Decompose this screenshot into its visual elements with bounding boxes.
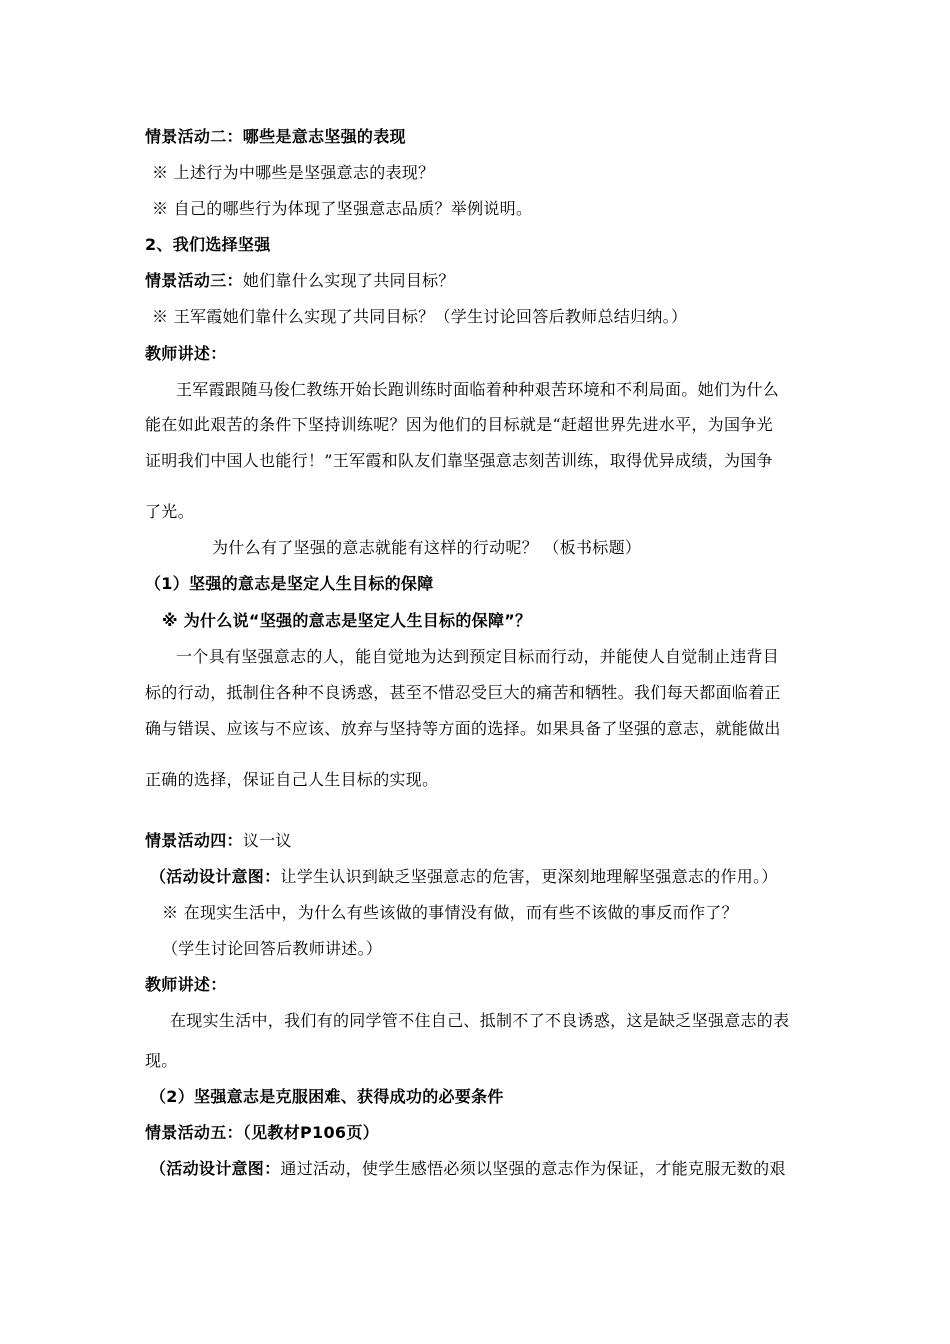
paragraph-1-line-4: 了光。 (145, 502, 194, 521)
paragraph-2-line-1: 一个具有坚强意志的人，能自觉地为达到预定目标而行动，并能使人自觉制止违背目 (176, 647, 780, 666)
activity-four-label: 情景活动四： (145, 831, 243, 850)
paragraph-3-line-2: 现。 (145, 1051, 178, 1070)
teacher-narration-heading-2: 教师讲述： (145, 975, 227, 994)
design-intent-2 (150, 1159, 786, 1179)
subheading-2: （2）坚强意志是克服困难、获得成功的必要条件 (150, 1087, 504, 1106)
paragraph-3-line-1: 在现实生活中，我们有的同学管不住自己、抵制不了不良诱惑，这是缺乏坚强意志的表 (170, 1011, 790, 1030)
design-intent-2-text: 通过活动，使学生感悟必须以坚强的意志作为保证，才能克服无数的艰 (280, 1159, 786, 1178)
bullet-question-2: ※ 自己的哪些行为体现了坚强意志品质？举例说明。 (152, 199, 533, 218)
board-title-question: 为什么有了坚强的意志就能有这样的行动呢？ （板书标题） (212, 538, 642, 557)
paragraph-1-line-3: 证明我们中国人也能行！”王军霞和队友们靠坚强意志刻苦训练，取得优异成绩，为国争 (145, 451, 773, 470)
section-heading-2: 2、我们选择坚强 (145, 235, 271, 254)
paragraph-2-line-3: 确与错误、应该与不应该、放弃与坚持等方面的选择。如果具备了坚强的意志，就能做出 (145, 719, 781, 738)
activity-three-label: 情景活动三： (145, 271, 243, 290)
paragraph-1-line-1: 王军霞跟随马俊仁教练开始长跑训练时面临着种种艰苦环境和不利局面。她们为什么 (176, 380, 780, 399)
subheading-1: （1）坚强的意志是坚定人生目标的保障 (145, 574, 434, 593)
design-intent-1-text: 让学生认识到缺乏坚强意志的危害，更深刻地理解坚强意志的作用。） (280, 867, 778, 886)
heading-activity-four (145, 831, 292, 851)
activity-three-text: 她们靠什么实现了共同目标？ (242, 271, 455, 290)
paragraph-1-line-2: 能在如此艰苦的条件下坚持训练呢？因为他们的目标就是“赶超世界先进水平，为国争光 (145, 415, 773, 434)
heading-activity-three (145, 271, 455, 291)
teacher-narration-heading-1: 教师讲述： (145, 344, 227, 363)
design-intent-1 (150, 867, 778, 887)
paragraph-2-line-4: 正确的选择，保证自己人生目标的实现。 (145, 770, 439, 789)
heading-activity-five: 情景活动五：（见教材P106页） (145, 1123, 379, 1142)
heading-activity-two: 情景活动二：哪些是意志坚强的表现 (145, 127, 406, 146)
bullet-question-4: ※ 为什么说“坚强的意志是坚定人生目标的保障”？ (162, 611, 532, 630)
student-discussion-note: （学生讨论回答后教师讲述。） (162, 939, 383, 958)
activity-four-text: 议一议 (242, 831, 292, 850)
bullet-question-5: ※ 在现实生活中，为什么有些该做的事情没有做，而有些不该做的事反而作了？ (162, 903, 738, 922)
bullet-question-1: ※ 上述行为中哪些是坚强意志的表现？ (152, 163, 435, 182)
design-intent-1-label: （活动设计意图： (150, 867, 281, 886)
bullet-question-3: ※ 王军霞她们靠什么实现了共同目标？（学生讨论回答后教师总结归纳。） (152, 307, 688, 326)
design-intent-2-label: （活动设计意图： (150, 1159, 281, 1178)
paragraph-2-line-2: 标的行动，抵制住各种不良诱惑，甚至不惜忍受巨大的痛苦和牺牲。我们每天都面临着正 (145, 683, 781, 702)
